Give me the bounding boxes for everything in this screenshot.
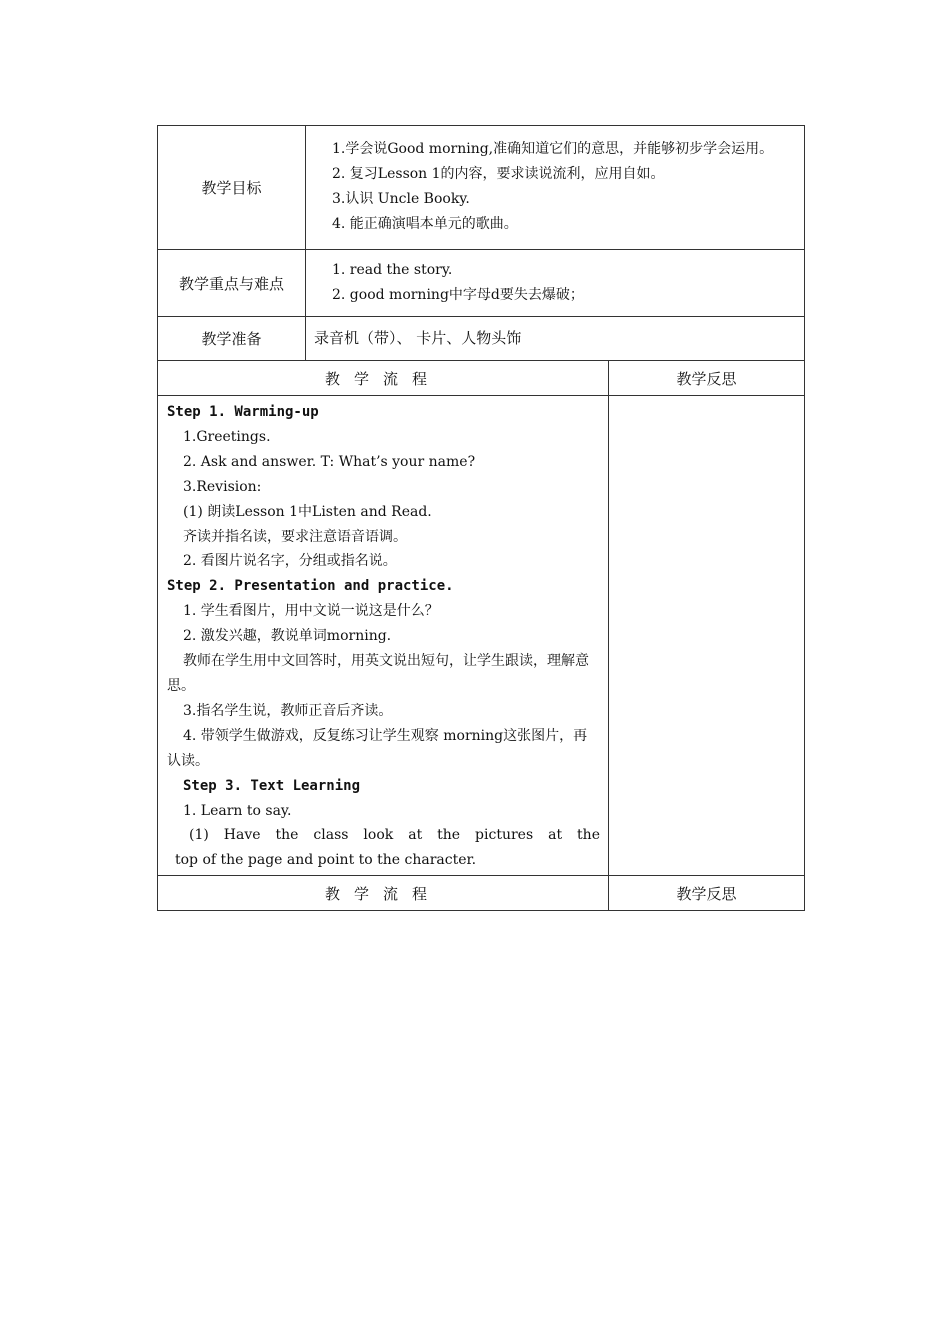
step-heading: Step 1. Warming-up [167,404,319,420]
flow-header-reflection: 教学反思 [609,361,805,396]
flow-line: 3.Revision: [183,478,262,495]
preparation-row [158,317,805,361]
flow-line: (1) Have the class look at the pictures at the [189,827,600,844]
key-point-item: 2. good morning中字母d要失去爆破； [332,286,584,303]
flow-reflection-content [609,396,805,876]
flow-line: 2. 激发兴趣，教说单词morning. [183,628,392,645]
flow-line: 2. Ask and answer. T: What’s your name? [183,453,476,470]
flow-line: 2. 看图片说名字，分组或指名说。 [183,553,397,570]
flow-footer-process-text: 教学流程 [324,884,441,903]
flow-body-row [158,396,805,876]
flow-line: 1. 学生看图片，用中文说一说这是什么？ [183,603,439,620]
flow-process-content [158,396,609,876]
preparation-label: 教学准备 [158,317,306,361]
lesson-info-table [157,125,805,361]
step-heading: Step 2. Presentation and practice. [167,578,454,595]
key-points-row [158,250,805,317]
flow-footer-row [158,876,805,911]
objective-item: 3.认识 Uncle Booky. [332,191,470,207]
flow-line: 3.指名学生说，教师正音后齐读。 [183,702,393,719]
flow-line: top of the page and point to the character. [175,852,477,869]
flow-line: 4. 带领学生做游戏，反复练习让学生观察 morning这张图片，再认读。 [167,727,588,769]
step-heading: Step 3. Text Learning [183,777,361,794]
flow-line: (1) 朗读Lesson 1中Listen and Read. [183,503,432,520]
key-points-content [306,250,805,317]
lesson-plan [157,125,805,911]
objective-item: 2. 复习Lesson 1的内容，要求读说流利，应用自如。 [332,166,665,182]
preparation-content: 录音机（带）、 卡片、人物头饰 [306,317,805,361]
flow-line: 教师在学生用中文回答时，用英文说出短句，让学生跟读，理解意思。 [167,653,589,694]
flow-footer-reflection: 教学反思 [609,876,805,911]
teaching-flow-table [157,360,805,911]
flow-footer-process [158,876,609,911]
objective-item: 4. 能正确演唱本单元的歌曲。 [332,216,518,232]
flow-line: 齐读并指名读，要求注意语音语调。 [183,528,407,545]
key-point-item: 1. read the story. [332,261,453,278]
key-points-label: 教学重点与难点 [158,250,306,317]
flow-line: 1.Greetings. [183,428,271,445]
objectives-label: 教学目标 [158,126,306,250]
objectives-content [306,126,805,250]
flow-header-process-text: 教学流程 [324,369,441,388]
flow-header-row [158,361,805,396]
objective-item: 1.学会说Good morning,准确知道它们的意思，并能够初步学会运用。 [332,141,774,157]
flow-header-process [158,361,609,396]
flow-line: 1. Learn to say. [183,802,292,819]
objectives-row [158,126,805,250]
